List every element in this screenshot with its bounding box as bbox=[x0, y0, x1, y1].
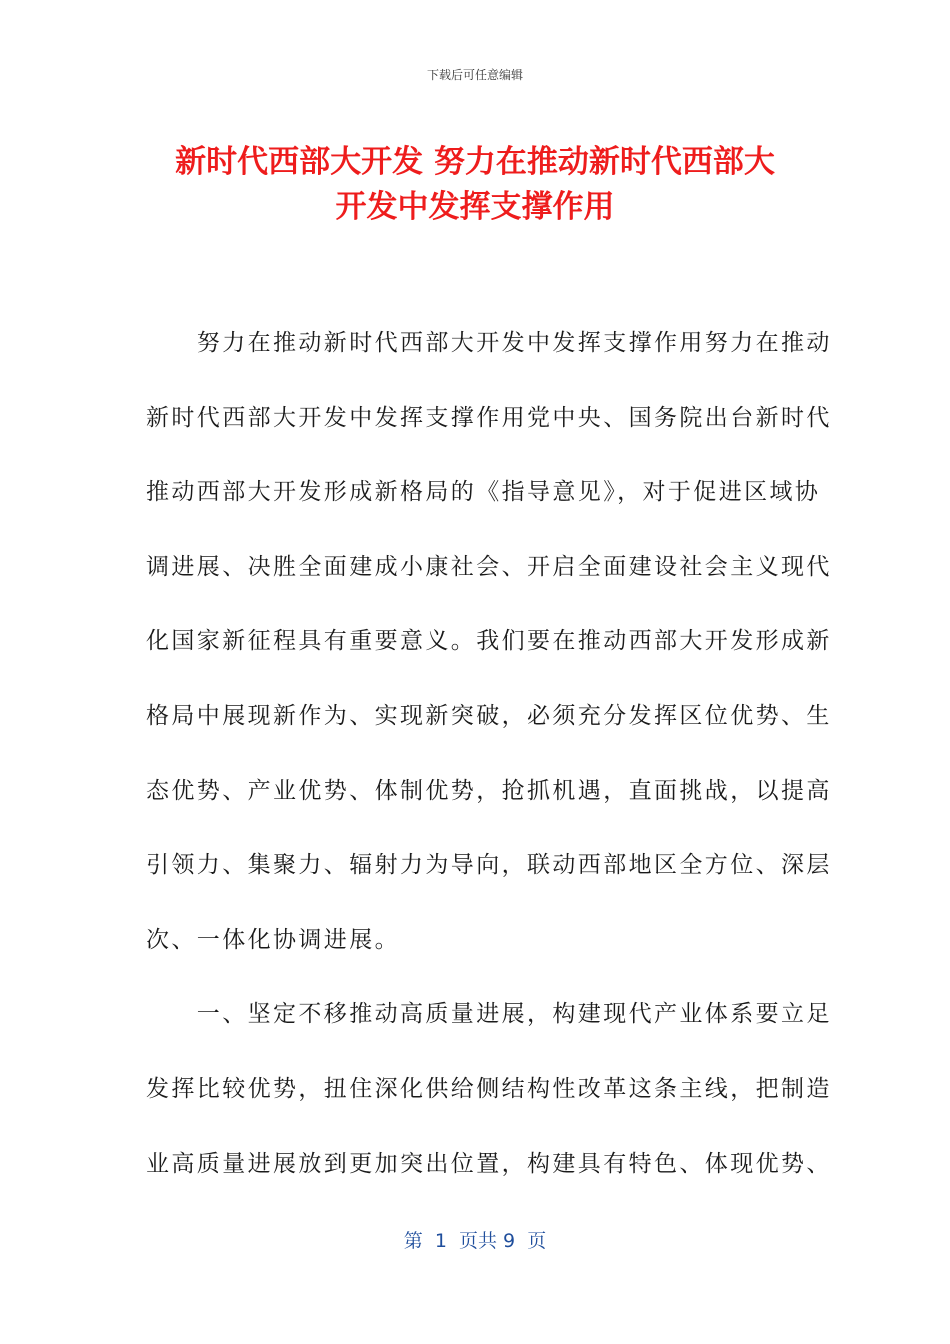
document-title bbox=[100, 140, 850, 230]
body-line: 调进展、决胜全面建成小康社会、开启全面建设社会主义现代 bbox=[146, 553, 832, 580]
title-line-1: 新时代西部大开发 努力在推动新时代西部大 bbox=[175, 144, 775, 180]
body-line: 态优势、产业优势、体制优势，抢抓机遇，直面挑战，以提高 bbox=[146, 777, 832, 804]
page-number-footer: 第 1 页共 9 页 bbox=[403, 1230, 547, 1252]
title-line-2: 开发中发挥支撑作用 bbox=[335, 189, 615, 225]
body-line: 推动西部大开发形成新格局的《指导意见》，对于促进区域协 bbox=[146, 479, 821, 506]
document-body bbox=[146, 306, 832, 1201]
body-line: 一、坚定不移推动高质量进展，构建现代产业体系要立足 bbox=[146, 1001, 832, 1028]
body-line: 引领力、集聚力、辐射力为导向，联动西部地区全方位、深层 bbox=[146, 852, 832, 879]
body-line: 次、一体化协调进展。 bbox=[146, 926, 400, 953]
body-line: 努力在推动新时代西部大开发中发挥支撑作用努力在推动 bbox=[146, 330, 832, 356]
body-line: 化国家新征程具有重要意义。我们要在推动西部大开发形成新 bbox=[146, 628, 832, 655]
body-line: 业高质量进展放到更加突出位置，构建具有特色、体现优势、 bbox=[146, 1150, 832, 1177]
body-line: 新时代西部大开发中发挥支撑作用党中央、国务院出台新时代 bbox=[146, 404, 832, 431]
header-note: 下载后可任意编辑 bbox=[426, 68, 523, 82]
body-line: 发挥比较优势，扭住深化供给侧结构性改革这条主线，把制造 bbox=[146, 1075, 832, 1102]
body-line: 格局中展现新作为、实现新突破，必须充分发挥区位优势、生 bbox=[146, 702, 832, 729]
